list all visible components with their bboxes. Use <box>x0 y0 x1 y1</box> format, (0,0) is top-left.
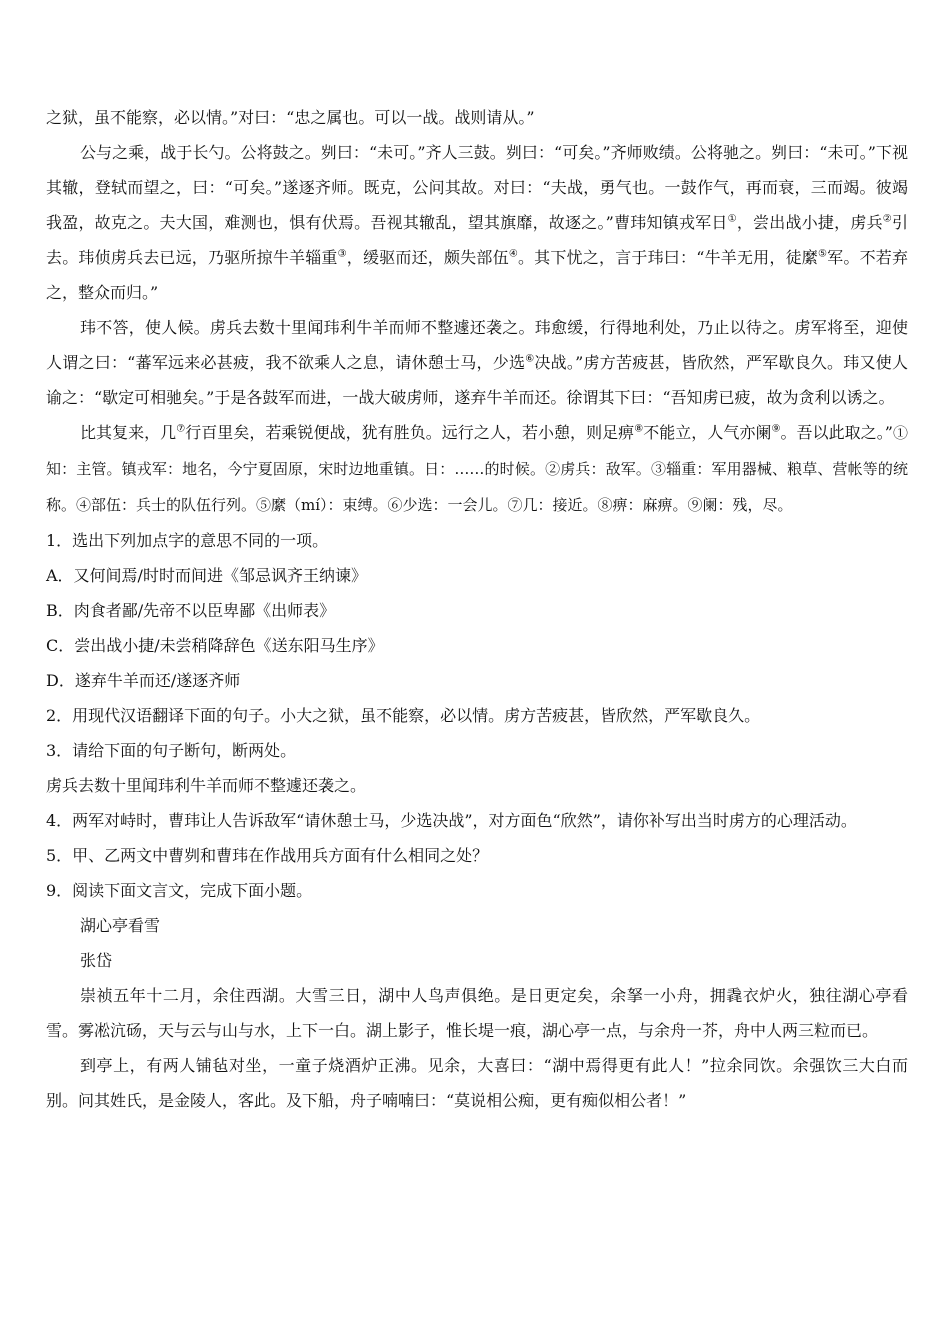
text-run: ，缓驱而还，颇失部伍 <box>346 248 509 267</box>
footnote-marker: ⑥ <box>525 353 535 365</box>
footnote-marker: ③ <box>337 248 347 260</box>
text-run: 玮不答，使人候。虏兵去数十里闻玮利牛羊而师不整遽还袭之。玮愈缓，行得地利处，乃止以待之。虏军将至，迎使人谓之曰：“蕃军远来必甚疲，我不欲乘人之息，请休憩士马，少选 <box>46 318 908 372</box>
passage-a-battle-paragraph <box>46 135 908 310</box>
passage-b-paragraph <box>46 310 908 415</box>
text-run: 曹玮知镇戎军日 <box>613 213 728 232</box>
text-run: 引去。玮侦虏兵去已远，乃驱所掠牛羊辎重 <box>46 213 908 267</box>
question-4: 4．两军对峙时，曹玮让人告诉敌军“请休憩士马，少选决战”，对方面色“欣然”，请你补写出当时虏方的心理活动。 <box>46 811 857 830</box>
text-run: ，尝出战小捷，虏兵 <box>736 213 883 232</box>
option-b: B．肉食者鄙/先帝不以臣卑鄙《出师表》 <box>46 601 336 620</box>
text-run: 比其复来，几 <box>80 423 177 442</box>
question-3: 3．请给下面的句子断句，断两处。 <box>46 741 297 760</box>
footnote-marker: ④ <box>508 248 518 260</box>
passage-a-paragraph: 之狱，虽不能察，必以情。”对曰：“忠之属也。可以一战。战则请从。” <box>46 108 535 127</box>
footnotes: ①知：主管。镇戎军：地名，今宁夏固原，宋时边地重镇。日：……的时候。②虏兵：敌军。③辎重：军用器械、粮草、营帐等的统称。④部伍：兵士的队伍行列。⑤縻（mí）：束缚。⑥少选：一会儿。⑦几：接近。⑧痹：麻痹。⑨阑：残，尽。 <box>46 424 908 514</box>
text-run: 不能立，人气亦阑 <box>643 423 772 442</box>
passage-b-paragraph <box>46 415 908 523</box>
footnote-marker: ① <box>727 213 737 225</box>
document-page <box>46 100 908 1118</box>
option-c: C．尝出战小捷/未尝稍降辞色《送东阳马生序》 <box>46 636 384 655</box>
text-run: 军。不若弃之，整众而归。” <box>46 248 908 302</box>
question-9: 9．阅读下面文言文，完成下面小题。 <box>46 881 313 900</box>
text-run: 。吾以此取之。” <box>780 423 893 442</box>
passage-a-battle-text: 公与之乘，战于长勺。公将鼓之。刿曰：“未可。”齐人三鼓。刿曰：“可矣。”齐师败绩。公将驰之。刿曰：“未可。”下视其辙，登轼而望之，曰：“可矣。”遂逐齐师。既克，公问其故。对曰：“夫战，勇气也。一鼓作气，再而衰，三而竭。彼竭我盈，故克之。夫大国，难测也，惧有伏焉。吾视其辙乱，望其旗靡，故逐之。” <box>46 143 908 232</box>
text-run: 行百里矣，若乘锐便战，犹有胜负。远行之人，若小憩，则足痹 <box>185 423 635 442</box>
option-a: A．又何间焉/时时而间进《邹忌讽齐王纳谏》 <box>46 566 367 585</box>
question-2: 2．用现代汉语翻译下面的句子。小大之狱，虽不能察，必以情。虏方苦疲甚，皆欣然，严军歇良久。 <box>46 706 761 725</box>
passage-c-title: 湖心亭看雪 <box>80 916 161 935</box>
footnote-marker: ⑨ <box>771 423 781 435</box>
text-run: 决战。”虏方苦疲甚，皆欣然，严军歇良久。玮又使人谕之：“歇定可相驰矣。”于是各鼓军而进，一战大破虏师，遂弃牛羊而还。徐谓其下曰：“吾知虏已疲，故为贪利以诱之。 <box>46 353 908 407</box>
option-d: D．遂弃牛羊而还/遂逐齐师 <box>46 671 241 690</box>
question-5: 5．甲、乙两文中曹刿和曹玮在作战用兵方面有什么相同之处？ <box>46 846 489 865</box>
passage-c-author: 张岱 <box>80 951 113 970</box>
question-3-sentence: 虏兵去数十里闻玮利牛羊而师不整遽还袭之。 <box>46 776 367 795</box>
passage-c-paragraph: 到亭上，有两人铺毡对坐，一童子烧酒炉正沸。见余，大喜曰：“湖中焉得更有此人！”拉余同饮。余强饮三大白而别。问其姓氏，是金陵人，客此。及下船，舟子喃喃曰：“莫说相公痴，更有痴似相公者！” <box>46 1056 908 1110</box>
text-run: 。其下忧之，言于玮曰：“牛羊无用，徒縻 <box>517 248 818 267</box>
footnote-marker: ⑦ <box>176 423 186 435</box>
footnote-marker: ⑧ <box>634 423 644 435</box>
passage-c-paragraph: 崇祯五年十二月，余住西湖。大雪三日，湖中人鸟声俱绝。是日更定矣，余拏一小舟，拥毳衣炉火，独往湖心亭看雪。雾凇沆砀，天与云与山与水，上下一白。湖上影子，惟长堤一痕，湖心亭一点，与余舟一芥，舟中人两三粒而已。 <box>46 986 908 1040</box>
footnote-marker: ⑤ <box>818 248 828 260</box>
question-1: 1．选出下列加点字的意思不同的一项。 <box>46 531 329 550</box>
footnote-marker: ② <box>882 213 892 225</box>
